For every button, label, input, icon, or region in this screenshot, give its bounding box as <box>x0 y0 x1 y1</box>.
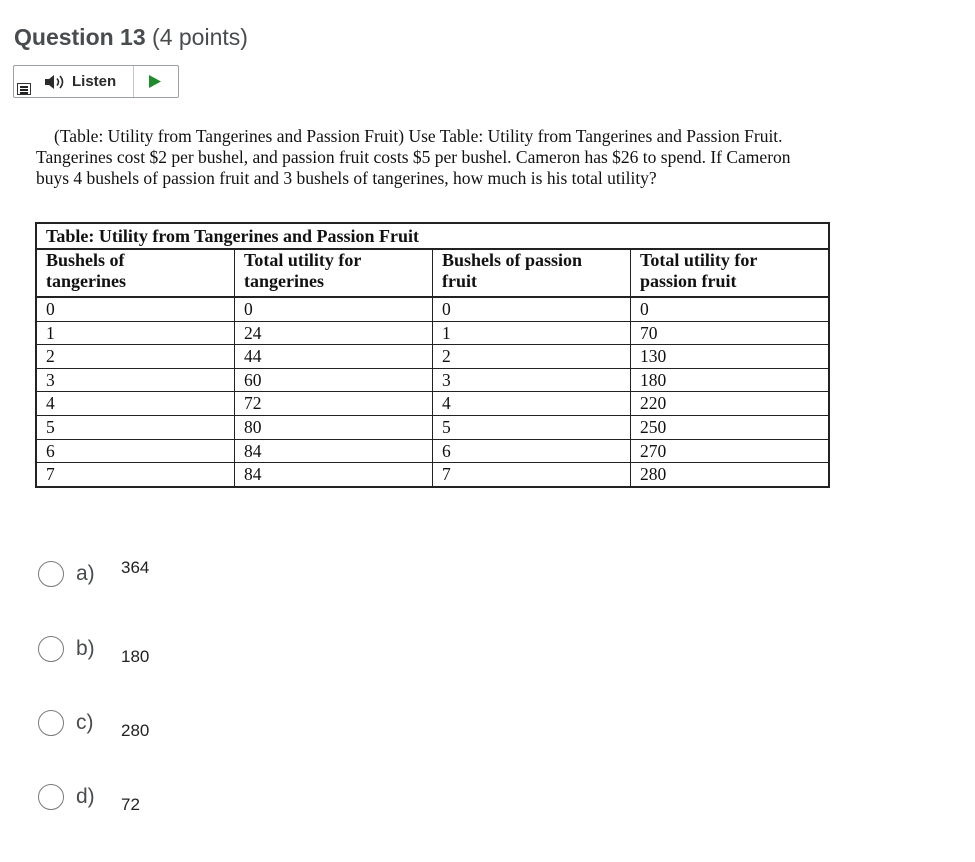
table-header-row <box>36 249 829 297</box>
table-cell: 0 <box>433 297 631 321</box>
column-header: Bushels of passion fruit <box>433 249 631 297</box>
table-cell: 1 <box>36 321 235 345</box>
table-cell: 84 <box>235 463 433 487</box>
table-cell: 72 <box>235 392 433 416</box>
table-cell: 0 <box>36 297 235 321</box>
table-cell: 220 <box>631 392 830 416</box>
table-cell: 7 <box>433 463 631 487</box>
question-line: Tangerines cost $2 per bushel, and passion fruit costs $5 per bushel. Cameron has $26 to spend. If Cameron <box>36 147 791 167</box>
play-icon[interactable] <box>148 74 162 89</box>
table-cell: 7 <box>36 463 235 487</box>
table-cell: 0 <box>235 297 433 321</box>
table-cell: 3 <box>36 368 235 392</box>
table-cell: 84 <box>235 439 433 463</box>
table-row <box>36 321 829 345</box>
option-value: 72 <box>121 795 140 814</box>
option-value: 364 <box>121 558 150 577</box>
table-cell: 2 <box>36 345 235 369</box>
table-cell: 70 <box>631 321 830 345</box>
table-row <box>36 415 829 439</box>
question-line: buys 4 bushels of passion fruit and 3 bushels of tangerines, how much is his total utility? <box>36 168 657 188</box>
radio-button[interactable] <box>38 636 64 662</box>
option-letter: c) <box>76 711 94 734</box>
table-cell: 1 <box>433 321 631 345</box>
table-row <box>36 463 829 487</box>
column-header: Total utility for tangerines <box>235 249 433 297</box>
column-header: Bushels of tangerines <box>36 249 235 297</box>
option-value: 280 <box>121 721 150 740</box>
column-header: Total utility for passion fruit <box>631 249 830 297</box>
table-row <box>36 439 829 463</box>
radio-button[interactable] <box>38 784 64 810</box>
table-cell: 60 <box>235 368 433 392</box>
table-row <box>36 297 829 321</box>
table-cell: 3 <box>433 368 631 392</box>
table-cell: 270 <box>631 439 830 463</box>
table-cell: 4 <box>36 392 235 416</box>
table-cell: 44 <box>235 345 433 369</box>
option-letter: d) <box>76 785 95 808</box>
table-cell: 5 <box>36 415 235 439</box>
table-cell: 24 <box>235 321 433 345</box>
radio-button[interactable] <box>38 710 64 736</box>
listen-button[interactable]: Listen <box>72 73 117 90</box>
question-text <box>36 126 936 189</box>
table-row <box>36 368 829 392</box>
question-number: Question 13 <box>14 24 146 50</box>
option-letter: a) <box>76 562 95 585</box>
table-cell: 2 <box>433 345 631 369</box>
table-cell: 6 <box>36 439 235 463</box>
table-cell: 280 <box>631 463 830 487</box>
table-cell: 4 <box>433 392 631 416</box>
table-cell: 6 <box>433 439 631 463</box>
menu-icon[interactable] <box>17 83 31 95</box>
speaker-icon[interactable] <box>44 74 68 90</box>
table-row <box>36 392 829 416</box>
table-cell: 5 <box>433 415 631 439</box>
table-cell: 130 <box>631 345 830 369</box>
table-cell: 250 <box>631 415 830 439</box>
utility-table <box>35 222 830 488</box>
option-letter: b) <box>76 637 95 660</box>
question-line: (Table: Utility from Tangerines and Passion Fruit) Use Table: Utility from Tangerines and Passion Fruit. <box>54 126 783 146</box>
listen-toolbar <box>13 65 179 98</box>
option-value: 180 <box>121 647 150 666</box>
toolbar-divider <box>133 66 134 97</box>
question-points: (4 points) <box>152 24 248 50</box>
table-cell: 80 <box>235 415 433 439</box>
radio-button[interactable] <box>38 561 64 587</box>
table-cell: 0 <box>631 297 830 321</box>
table-caption: Table: Utility from Tangerines and Passion Fruit <box>36 223 829 249</box>
table-row <box>36 345 829 369</box>
table-cell: 180 <box>631 368 830 392</box>
question-title <box>14 24 248 51</box>
